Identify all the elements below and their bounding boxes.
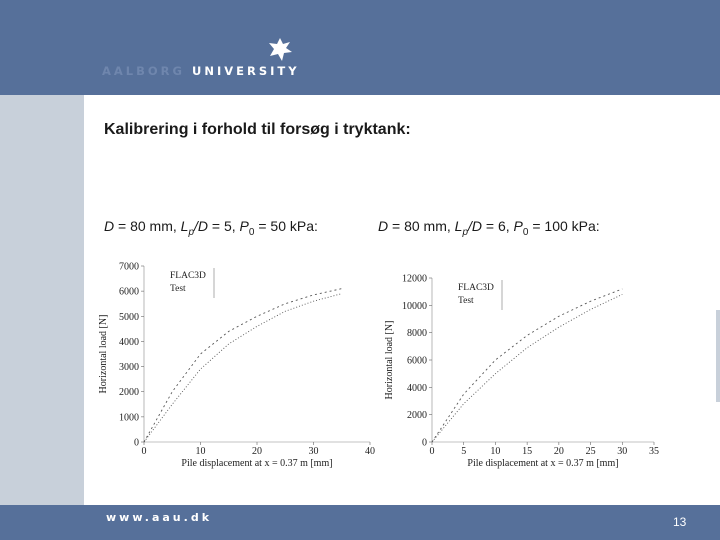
right-caption: D = 80 mm, $L_p/D = 6$, $P_0 = 100$ kPa:	[378, 218, 600, 238]
series-line-1	[144, 289, 342, 442]
y-axis-label: Horizontal load [N]	[98, 314, 109, 394]
footer-url[interactable]: www.aau.dk	[106, 511, 213, 524]
header-band	[0, 0, 720, 95]
y-tick-label: 3000	[119, 362, 139, 374]
legend-entry: Test	[170, 284, 186, 294]
logo-wordmark	[102, 64, 300, 78]
x-tick-label: 30	[308, 446, 319, 457]
x-axis-label: Pile displacement at x = 0.37 m [mm]	[467, 458, 619, 469]
y-tick-label: 0	[422, 437, 427, 449]
y-tick-label: 0	[134, 437, 139, 449]
x-tick-label: 25	[585, 446, 596, 457]
x-tick-label: 35	[649, 446, 659, 457]
y-tick-label: 4000	[119, 336, 139, 348]
series-line-2	[432, 294, 622, 442]
x-tick-label: 10	[195, 446, 206, 457]
y-tick-label: 6000	[119, 286, 139, 298]
page-number: 13	[673, 515, 687, 529]
legend-entry: Test	[458, 296, 474, 306]
y-tick-label: 2000	[407, 410, 427, 422]
legend-entry: FLAC3D	[458, 283, 494, 293]
logo-prefix: AALBORG	[102, 64, 185, 78]
x-tick-label: 10	[490, 446, 501, 457]
x-tick-label: 0	[141, 446, 147, 457]
x-tick-label: 20	[553, 446, 564, 457]
logo-text: UNIVERSITY	[191, 64, 300, 78]
x-tick-label: 5	[461, 446, 467, 457]
slide-title: Kalibrering i forhold til forsøg i tryktank:	[104, 121, 411, 138]
y-tick-label: 7000	[119, 261, 139, 273]
y-tick-label: 6000	[407, 355, 427, 367]
series-line-2	[144, 294, 342, 442]
x-tick-label: 40	[365, 446, 375, 457]
x-axis-label: Pile displacement at x = 0.37 m [mm]	[181, 458, 333, 469]
y-tick-label: 5000	[119, 311, 139, 323]
right-strip	[716, 310, 720, 402]
x-tick-label: 15	[522, 446, 533, 457]
y-tick-label: 4000	[407, 382, 427, 394]
y-axis-label: Horizontal load [N]	[384, 320, 395, 400]
y-tick-label: 8000	[407, 328, 427, 340]
x-tick-label: 20	[252, 446, 262, 457]
y-tick-label: 12000	[402, 273, 427, 285]
left-strip	[0, 95, 84, 505]
y-tick-label: 2000	[119, 387, 139, 399]
left-caption: D = 80 mm, $L_p/D = 5$, $P_0 = 50$ kPa:	[104, 218, 318, 238]
x-tick-label: 30	[617, 446, 628, 457]
aau-seal-icon	[266, 36, 294, 64]
y-tick-label: 10000	[402, 300, 427, 312]
series-line-1	[432, 289, 622, 442]
x-tick-label: 0	[429, 446, 435, 457]
legend-entry: FLAC3D	[170, 271, 206, 281]
y-tick-label: 1000	[119, 412, 139, 424]
load-displacement-plots	[96, 256, 676, 478]
